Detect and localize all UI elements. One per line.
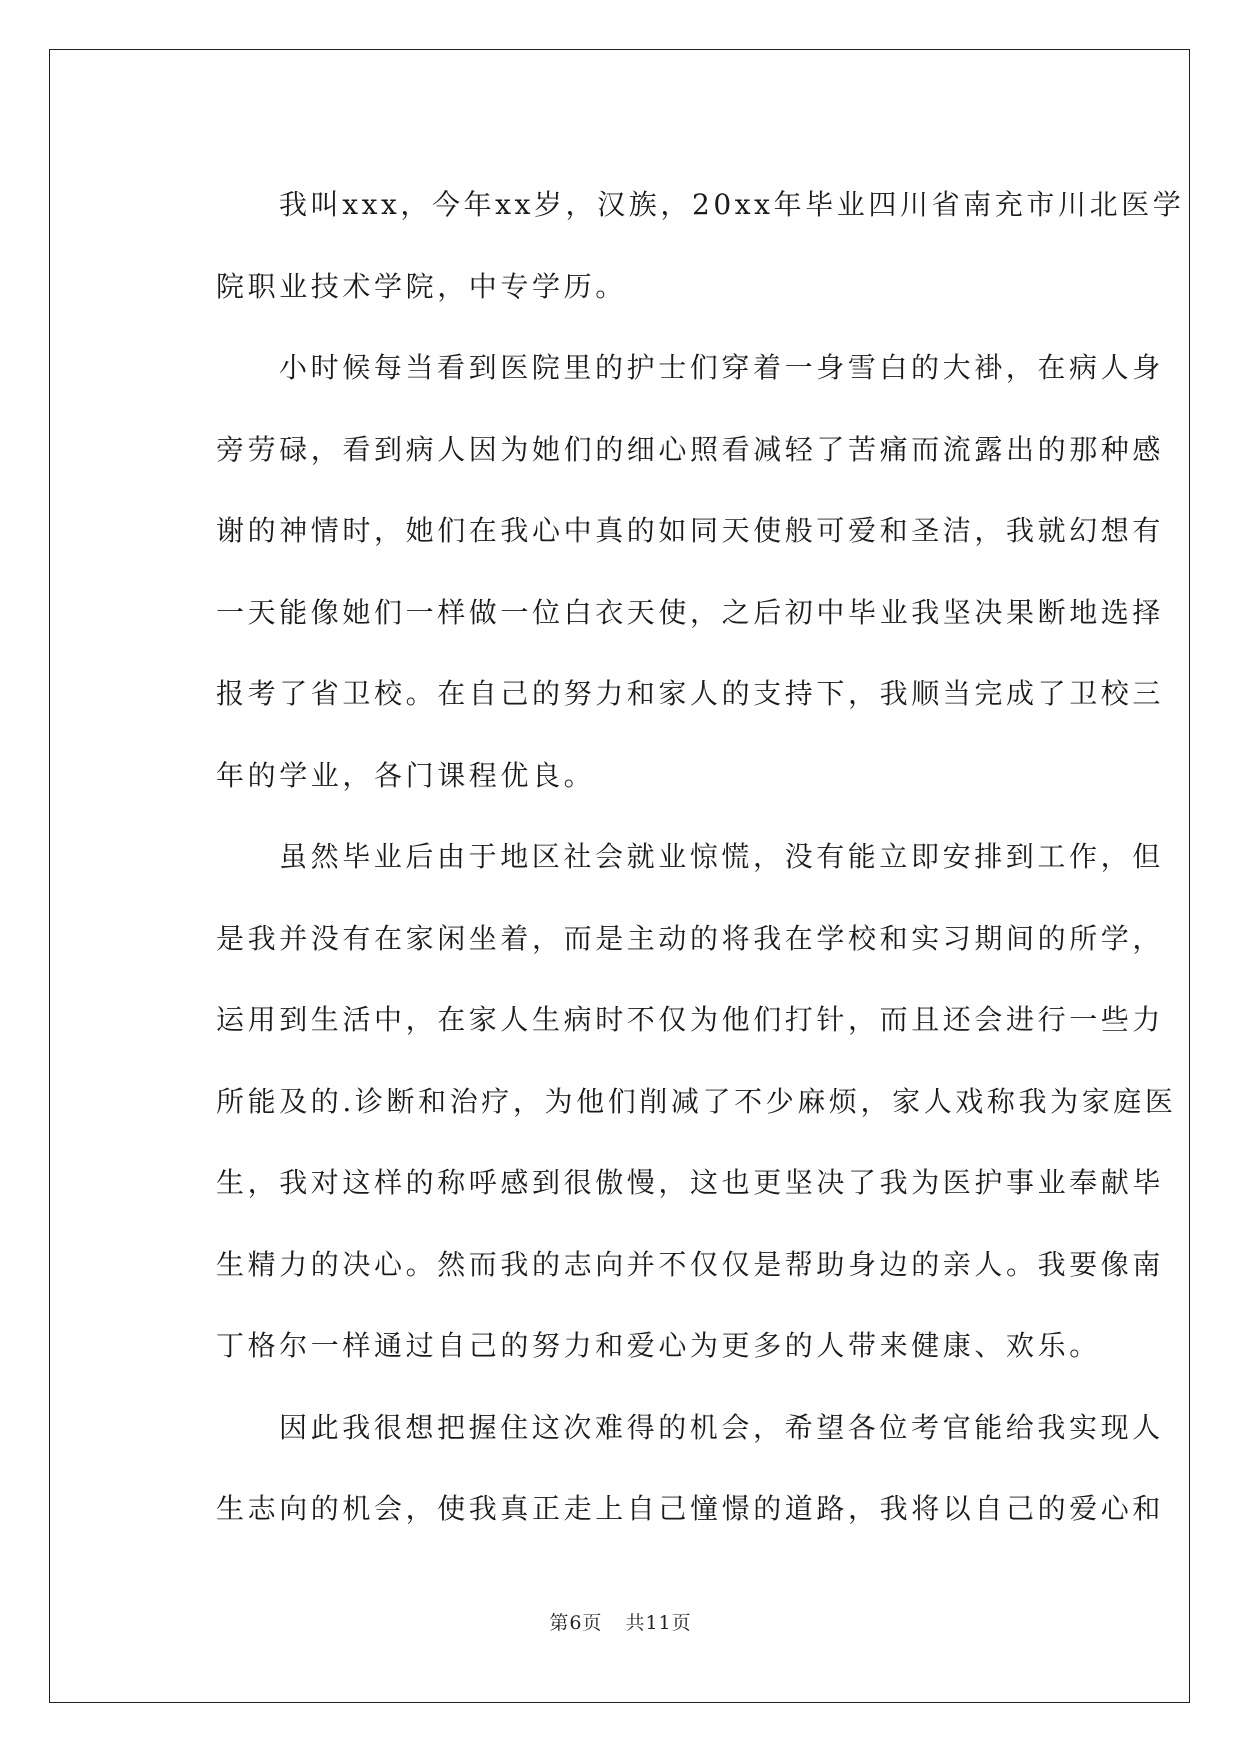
text-line: 小时候每当看到医院里的护士们穿着一身雪白的大褂，在病人身 [279,351,1164,384]
text-line: 虽然毕业后由于地区社会就业惊慌，没有能立即安排到工作，但 [279,840,1164,873]
page-footer [0,1608,1241,1635]
text-line: 院职业技术学院，中专学历。 [216,269,627,303]
page-total: 共11页 [625,1612,692,1634]
text-line: 生志向的机会，使我真正走上自己憧憬的道路，我将以自己的爱心和 [216,1492,1165,1525]
text-line: 一天能像她们一样做一位白衣天使，之后初中毕业我坚决果断地选择 [216,595,1165,629]
text-line: 谢的神情时，她们在我心中真的如同天使般可爱和圣洁，我就幻想有 [216,514,1165,547]
paragraph-4 [153,1387,1165,1550]
text-line: 是我并没有在家闲坐着，而是主动的将我在学校和实习期间的所学， [216,921,1165,955]
document-body [153,164,1185,1550]
paragraph-2 [153,327,1165,816]
page-number: 第6页 [549,1612,603,1634]
text-line: 运用到生活中，在家人生病时不仅为他们打针，而且还会进行一些力 [216,1003,1165,1036]
text-line: 我叫xxx，今年xx岁，汉族，20xx年毕业四川省南充市川北医学 [279,188,1185,221]
text-line: 生精力的决心。然而我的志向并不仅仅是帮助身边的亲人。我要像南 [216,1247,1165,1281]
paragraph-3 [153,816,1177,1387]
text-line: 旁劳碌，看到病人因为她们的细心照看减轻了苦痛而流露出的那种感 [216,432,1165,466]
text-line: 生，我对这样的称呼感到很傲慢，这也更坚决了我为医护事业奉献毕 [216,1166,1165,1199]
text-line: 报考了省卫校。在自己的努力和家人的支持下，我顺当完成了卫校三 [216,677,1165,710]
paragraph-1 [153,164,1185,327]
text-line: 丁格尔一样通过自己的努力和爱心为更多的人带来健康、欢乐。 [216,1329,1101,1362]
text-line: 因此我很想把握住这次难得的机会，希望各位考官能给我实现人 [279,1410,1164,1444]
text-line: 年的学业，各门课程优良。 [216,758,596,792]
text-line: 所能及的.诊断和治疗，为他们削减了不少麻烦，家人戏称我为家庭医 [216,1084,1177,1118]
